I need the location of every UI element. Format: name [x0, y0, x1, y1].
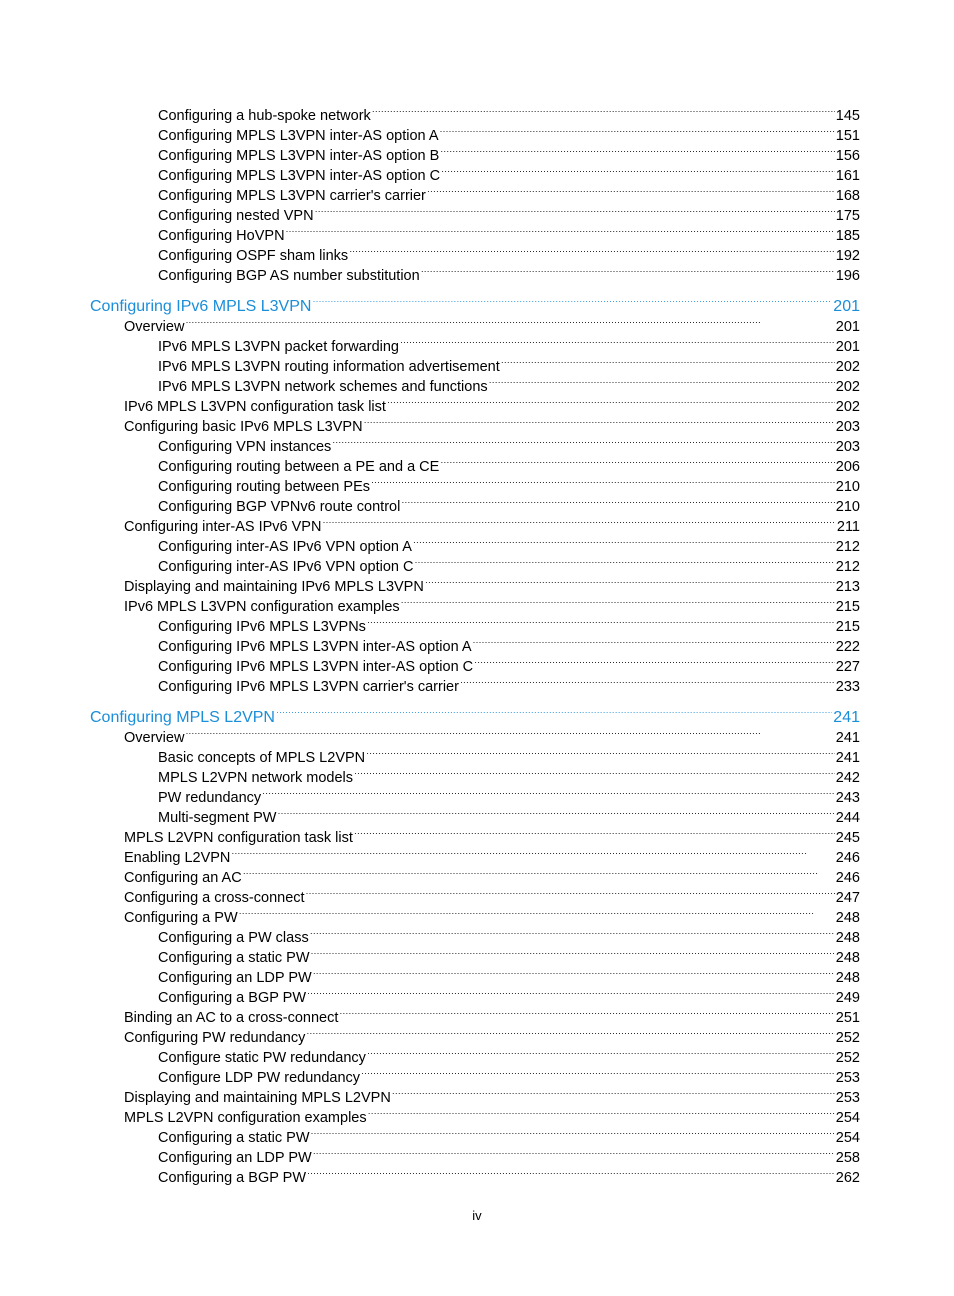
toc-entry-page: 211: [836, 519, 860, 535]
toc-entry-page: 202: [835, 379, 860, 395]
toc-entry-page: 246: [835, 870, 860, 886]
toc-dot-leader: [501, 351, 835, 371]
toc-entry-title: Configure LDP PW redundancy: [158, 1070, 361, 1086]
toc-entry-link[interactable]: [0, 411, 954, 435]
toc-entry-page: 233: [835, 679, 860, 695]
toc-entry-link[interactable]: [0, 722, 954, 746]
toc-entry-link[interactable]: [0, 371, 954, 395]
toc-entry-page: 185: [835, 228, 860, 244]
toc-dot-leader: [366, 742, 835, 762]
toc-entry-title: Configuring inter-AS IPv6 VPN: [124, 519, 322, 535]
toc-dot-leader: [276, 700, 832, 722]
toc-entry-title: Basic concepts of MPLS L2VPN: [158, 750, 366, 766]
toc-entry-title: Displaying and maintaining IPv6 MPLS L3VPN: [124, 579, 424, 595]
toc-entry-page: 215: [835, 619, 860, 635]
toc-dot-leader: [313, 962, 835, 982]
toc-entry-title: Configuring a PW class: [158, 930, 309, 946]
toc-entry-link[interactable]: [0, 762, 954, 786]
toc-dot-leader: [364, 411, 835, 431]
toc-entry-title: PW redundancy: [158, 790, 262, 806]
toc-dot-leader: [349, 240, 835, 260]
toc-entry-link[interactable]: [0, 1042, 954, 1066]
toc-entry-link[interactable]: [0, 100, 954, 124]
toc-entry-link[interactable]: [0, 491, 954, 515]
toc-entry-page: 202: [835, 399, 860, 415]
toc-entry-title: Configuring nested VPN: [158, 208, 314, 224]
toc-dot-leader: [440, 451, 834, 471]
toc-dot-leader: [311, 942, 835, 962]
toc-entry-title: MPLS L2VPN configuration examples: [124, 1110, 367, 1126]
toc-entry-title: Configuring MPLS L3VPN carrier's carrier: [158, 188, 426, 204]
toc-entry-link[interactable]: [0, 1022, 954, 1046]
toc-entry-title: Configuring basic IPv6 MPLS L3VPN: [124, 419, 363, 435]
toc-entry-title: Configuring routing between a PE and a CE: [158, 459, 440, 475]
toc-dot-leader: [306, 882, 835, 902]
toc-entry-title: Configuring an LDP PW: [158, 970, 312, 986]
toc-entry-title: IPv6 MPLS L3VPN configuration task list: [124, 399, 386, 415]
toc-entry-title: Configuring VPN instances: [158, 439, 332, 455]
toc-entry-page: 202: [835, 359, 860, 375]
toc-chapter-link[interactable]: [0, 700, 954, 726]
toc-entry-page: 262: [835, 1170, 860, 1186]
toc-entry-title: Configuring IPv6 MPLS L3VPN carrier's carrier: [158, 679, 459, 695]
toc-entry-page: 253: [835, 1070, 860, 1086]
toc-entry-title: Configuring an LDP PW: [158, 1150, 312, 1166]
toc-entry-title: Configuring a hub-spoke network: [158, 108, 371, 124]
toc-entry-link[interactable]: [0, 671, 954, 695]
toc-entry-link[interactable]: [0, 802, 954, 826]
toc-dot-leader: [460, 671, 835, 691]
toc-entry-page: 201: [835, 339, 860, 355]
toc-entry-title: IPv6 MPLS L3VPN network schemes and functions: [158, 379, 488, 395]
toc-entry-page: 213: [835, 579, 860, 595]
toc-entry-page: 203: [835, 439, 860, 455]
toc-entry-link[interactable]: [0, 962, 954, 986]
toc-dot-leader: [185, 722, 834, 742]
toc-entry-link[interactable]: [0, 511, 954, 535]
toc-dot-leader: [401, 591, 835, 611]
toc-entry-page: 196: [835, 268, 860, 284]
toc-entry-link[interactable]: [0, 942, 954, 966]
toc-dot-leader: [354, 762, 835, 782]
toc-dot-leader: [489, 371, 835, 391]
toc-entry-page: 151: [835, 128, 860, 144]
toc-dot-leader: [441, 160, 835, 180]
toc-entry-page: 252: [835, 1050, 860, 1066]
toc-entry-page: 245: [835, 830, 860, 846]
toc-dot-leader: [243, 862, 835, 882]
toc-dot-leader: [367, 611, 835, 631]
toc-entry-page: 227: [835, 659, 860, 675]
toc-entry-title: Configuring a BGP PW: [158, 1170, 307, 1186]
toc-dot-leader: [310, 922, 835, 942]
toc-entry-link[interactable]: [0, 902, 954, 926]
toc-dot-leader: [306, 1022, 834, 1042]
toc-entry-page: 212: [835, 559, 860, 575]
toc-entry-link[interactable]: [0, 391, 954, 415]
toc-dot-leader: [439, 120, 834, 140]
toc-entry-link[interactable]: [0, 782, 954, 806]
toc-entry-page: 241: [835, 730, 860, 746]
toc-entry-link[interactable]: [0, 140, 954, 164]
toc-entry-link[interactable]: [0, 1062, 954, 1086]
toc-entry-title: Configuring inter-AS IPv6 VPN option A: [158, 539, 412, 555]
toc-entry-link[interactable]: [0, 882, 954, 906]
toc-entry-title: Configuring a static PW: [158, 950, 310, 966]
toc-entry-page: 210: [835, 479, 860, 495]
toc-entry-page: 251: [835, 1010, 860, 1026]
toc-entry-title: Overview: [124, 730, 185, 746]
toc-entry-title: IPv6 MPLS L3VPN routing information advertisement: [158, 359, 500, 375]
toc-entry-page: 253: [835, 1090, 860, 1106]
toc-entry-page: 241: [835, 750, 860, 766]
toc-entry-link[interactable]: [0, 311, 954, 335]
table-of-contents: [0, 100, 954, 1186]
toc-dot-leader: [440, 140, 835, 160]
toc-entry-title: Configuring a PW: [124, 910, 238, 926]
toc-entry-link[interactable]: [0, 260, 954, 284]
toc-entry-title: Configuring a BGP PW: [158, 990, 307, 1006]
toc-entry-link[interactable]: [0, 651, 954, 675]
toc-entry-title: MPLS L2VPN configuration task list: [124, 830, 353, 846]
toc-entry-title: Configuring a static PW: [158, 1130, 310, 1146]
toc-dot-leader: [427, 180, 835, 200]
toc-chapter-link[interactable]: [0, 289, 954, 315]
toc-dot-leader: [185, 311, 834, 331]
toc-entry-link[interactable]: [0, 331, 954, 355]
toc-entry-page: 201: [835, 319, 860, 335]
toc-dot-leader: [401, 491, 834, 511]
toc-entry-link[interactable]: [0, 1002, 954, 1026]
toc-entry-page: 145: [835, 108, 860, 124]
toc-entry-page: 203: [835, 419, 860, 435]
toc-entry-link[interactable]: [0, 591, 954, 615]
toc-entry-title: MPLS L2VPN network models: [158, 770, 354, 786]
toc-dot-leader: [413, 531, 835, 551]
toc-dot-leader: [400, 331, 835, 351]
toc-entry-link[interactable]: [0, 862, 954, 886]
toc-entry-title: IPv6 MPLS L3VPN packet forwarding: [158, 339, 399, 355]
toc-dot-leader: [392, 1082, 835, 1102]
toc-entry-link[interactable]: [0, 982, 954, 1006]
toc-dot-leader: [307, 1162, 835, 1182]
toc-dot-leader: [415, 551, 835, 571]
toc-entry-page: 248: [835, 910, 860, 926]
toc-entry-title: IPv6 MPLS L3VPN configuration examples: [124, 599, 400, 615]
toc-entry-page: 215: [835, 599, 860, 615]
toc-entry-link[interactable]: [0, 742, 954, 766]
toc-entry-page: 246: [835, 850, 860, 866]
toc-dot-leader: [421, 260, 835, 280]
toc-entry-page: 206: [835, 459, 860, 475]
toc-entry-link[interactable]: [0, 471, 954, 495]
toc-dot-leader: [473, 631, 835, 651]
toc-entry-link[interactable]: [0, 200, 954, 224]
toc-entry-title: Configuring a cross-connect: [124, 890, 305, 906]
toc-entry-link[interactable]: [0, 451, 954, 475]
toc-entry-link[interactable]: [0, 922, 954, 946]
toc-entry-title: Configuring IPv6 MPLS L3VPN inter-AS option A: [158, 639, 472, 655]
toc-dot-leader: [387, 391, 835, 411]
toc-entry-link[interactable]: [0, 240, 954, 264]
toc-entry-link[interactable]: [0, 1082, 954, 1106]
toc-entry-title: Configuring an AC: [124, 870, 242, 886]
toc-entry-page: 252: [835, 1030, 860, 1046]
toc-entry-title: Multi-segment PW: [158, 810, 277, 826]
toc-entry-link[interactable]: [0, 220, 954, 244]
toc-entry-page: 242: [835, 770, 860, 786]
toc-entry-link[interactable]: [0, 1102, 954, 1126]
toc-entry-link[interactable]: [0, 571, 954, 595]
toc-entry-title: Configure static PW redundancy: [158, 1050, 366, 1066]
toc-dot-leader: [231, 842, 834, 862]
toc-entry-page: 212: [835, 539, 860, 555]
toc-dot-leader: [339, 1002, 834, 1022]
toc-entry-title: Configuring IPv6 MPLS L3VPN: [90, 298, 312, 315]
toc-entry-title: Configuring IPv6 MPLS L3VPN inter-AS option C: [158, 659, 474, 675]
toc-entry-page: 254: [835, 1110, 860, 1126]
toc-entry-title: Configuring PW redundancy: [124, 1030, 306, 1046]
toc-entry-title: Configuring IPv6 MPLS L3VPNs: [158, 619, 366, 635]
toc-entry-page: 244: [835, 810, 860, 826]
toc-entry-title: Configuring OSPF sham links: [158, 248, 349, 264]
toc-entry-page: 175: [835, 208, 860, 224]
page-number: iv: [472, 1208, 482, 1223]
toc-entry-page: 248: [835, 930, 860, 946]
toc-entry-page: 247: [835, 890, 860, 906]
toc-entry-link[interactable]: [0, 1142, 954, 1166]
toc-entry-title: Configuring MPLS L3VPN inter-AS option C: [158, 168, 441, 184]
toc-dot-leader: [368, 1102, 835, 1122]
toc-entry-link[interactable]: [0, 631, 954, 655]
toc-dot-leader: [312, 289, 832, 311]
toc-dot-leader: [322, 511, 835, 531]
toc-entry-title: Configuring HoVPN: [158, 228, 285, 244]
toc-entry-title: Overview: [124, 319, 185, 335]
toc-entry-link[interactable]: [0, 611, 954, 635]
toc-entry-link[interactable]: [0, 842, 954, 866]
toc-entry-title: Displaying and maintaining MPLS L2VPN: [124, 1090, 391, 1106]
toc-entry-link[interactable]: [0, 120, 954, 144]
toc-dot-leader: [425, 571, 835, 591]
toc-entry-title: Configuring BGP VPNv6 route control: [158, 499, 401, 515]
toc-entry-title: Configuring MPLS L2VPN: [90, 709, 275, 726]
toc-dot-leader: [277, 802, 834, 822]
toc-entry-link[interactable]: [0, 551, 954, 575]
toc-entry-title: Configuring MPLS L3VPN inter-AS option A: [158, 128, 439, 144]
toc-dot-leader: [315, 200, 835, 220]
toc-entry-page: 248: [835, 950, 860, 966]
toc-entry-title: Binding an AC to a cross-connect: [124, 1010, 339, 1026]
toc-entry-title: Configuring inter-AS IPv6 VPN option C: [158, 559, 414, 575]
toc-dot-leader: [262, 782, 835, 802]
toc-entry-link[interactable]: [0, 531, 954, 555]
toc-entry-title: Configuring MPLS L3VPN inter-AS option B: [158, 148, 440, 164]
toc-entry-link[interactable]: [0, 1122, 954, 1146]
toc-entry-link[interactable]: [0, 1162, 954, 1186]
toc-entry-page: 248: [835, 970, 860, 986]
toc-entry-page: 258: [835, 1150, 860, 1166]
toc-entry-link[interactable]: [0, 180, 954, 204]
toc-entry-page: 161: [835, 168, 860, 184]
toc-entry-page: 201: [833, 298, 860, 315]
toc-entry-page: 192: [835, 248, 860, 264]
toc-dot-leader: [372, 100, 835, 120]
toc-entry-link[interactable]: [0, 160, 954, 184]
toc-dot-leader: [307, 982, 835, 1002]
toc-entry-title: Configuring routing between PEs: [158, 479, 370, 495]
toc-entry-page: 156: [835, 148, 860, 164]
toc-entry-page: 249: [835, 990, 860, 1006]
toc-entry-page: 254: [835, 1130, 860, 1146]
toc-entry-title: Enabling L2VPN: [124, 850, 231, 866]
toc-dot-leader: [286, 220, 835, 240]
toc-dot-leader: [371, 471, 835, 491]
toc-entry-link[interactable]: [0, 431, 954, 455]
toc-dot-leader: [313, 1142, 835, 1162]
toc-dot-leader: [361, 1062, 835, 1082]
toc-dot-leader: [354, 822, 835, 842]
toc-dot-leader: [474, 651, 835, 671]
toc-dot-leader: [311, 1122, 835, 1142]
toc-entry-page: 243: [835, 790, 860, 806]
toc-dot-leader: [367, 1042, 835, 1062]
toc-entry-link[interactable]: [0, 351, 954, 375]
toc-entry-page: 222: [835, 639, 860, 655]
toc-dot-leader: [332, 431, 835, 451]
toc-entry-page: 210: [835, 499, 860, 515]
toc-entry-page: 168: [835, 188, 860, 204]
toc-dot-leader: [239, 902, 835, 922]
toc-entry-title: Configuring BGP AS number substitution: [158, 268, 420, 284]
toc-entry-page: 241: [833, 709, 860, 726]
toc-entry-link[interactable]: [0, 822, 954, 846]
